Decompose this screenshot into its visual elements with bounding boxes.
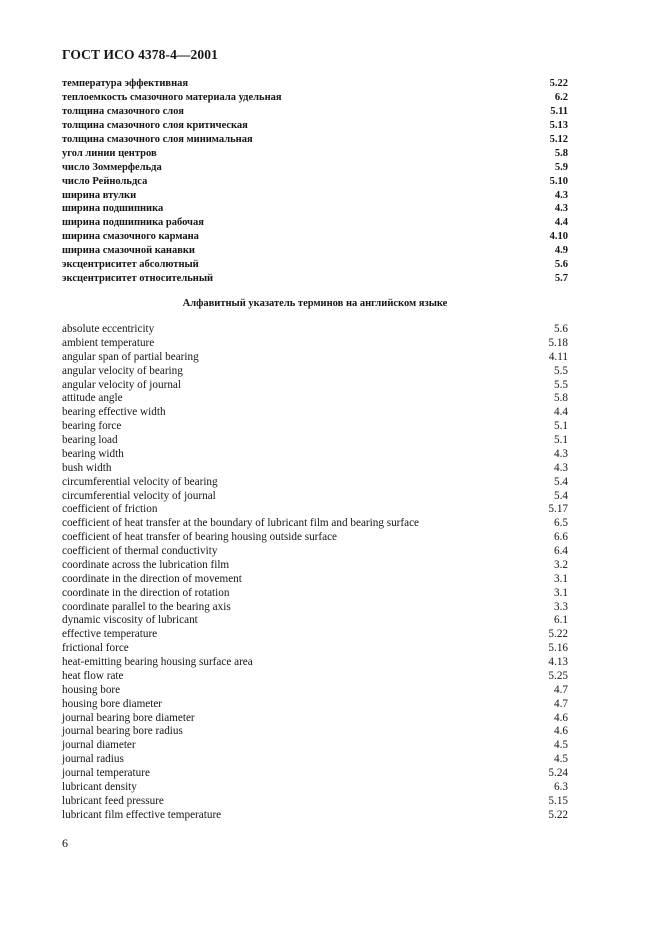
index-reference: 5.12 — [549, 133, 568, 145]
index-reference: 5.16 — [548, 642, 568, 655]
index-term: bearing effective width — [62, 406, 166, 419]
index-entry — [62, 91, 568, 105]
index-entry — [62, 767, 568, 781]
index-term: толщина смазочного слоя — [62, 105, 184, 117]
index-term: frictional force — [62, 642, 129, 655]
index-term: circumferential velocity of bearing — [62, 475, 218, 488]
index-reference: 5.11 — [550, 105, 568, 117]
index-entry — [62, 601, 568, 615]
index-term: ambient temperature — [62, 336, 155, 349]
index-term: effective temperature — [62, 628, 158, 641]
index-term: journal bearing bore diameter — [62, 711, 195, 724]
index-entry — [62, 809, 568, 823]
index-term: coordinate parallel to the bearing axis — [62, 600, 231, 613]
index-reference: 5.15 — [548, 794, 568, 807]
index-entry — [62, 587, 568, 601]
index-reference: 4.6 — [554, 725, 568, 738]
index-entry — [62, 725, 568, 739]
index-reference: 4.10 — [549, 231, 568, 243]
index-reference: 4.3 — [554, 461, 568, 474]
index-term: housing bore — [62, 683, 121, 696]
index-term: coefficient of heat transfer of bearing housing outside surface — [62, 531, 338, 544]
index-term: coefficient of heat transfer at the boundary of lubricant film and bearing surface — [62, 517, 420, 530]
index-reference: 5.22 — [548, 628, 568, 641]
index-reference: 5.5 — [554, 378, 568, 391]
index-reference: 5.5 — [554, 364, 568, 377]
index-term: coefficient of friction — [62, 503, 158, 516]
index-reference: 5.8 — [554, 392, 568, 405]
index-reference: 5.8 — [554, 147, 568, 159]
index-term: угол линии центров — [62, 147, 157, 159]
index-reference: 5.25 — [548, 669, 568, 682]
index-term: attitude angle — [62, 392, 123, 405]
index-term: coordinate across the lubrication film — [62, 558, 230, 571]
index-reference: 4.3 — [554, 203, 568, 215]
index-term: angular velocity of bearing — [62, 364, 183, 377]
index-term: angular span of partial bearing — [62, 350, 199, 363]
index-reference: 5.17 — [548, 503, 568, 516]
index-reference: 4.13 — [548, 656, 568, 668]
index-reference: 4.9 — [554, 245, 568, 257]
index-reference: 3.1 — [554, 572, 568, 585]
index-entry — [62, 573, 568, 587]
index-entry — [62, 244, 568, 258]
index-term: теплоемкость смазочного материала удельная — [62, 91, 282, 103]
index-entry — [62, 434, 568, 448]
index-entry — [62, 503, 568, 517]
index-entry — [62, 781, 568, 795]
index-entry — [62, 365, 568, 379]
index-term: температура эффективная — [62, 78, 189, 89]
index-entry — [62, 712, 568, 726]
russian-terms-list — [62, 77, 568, 286]
index-reference: 3.1 — [554, 586, 568, 599]
index-entry — [62, 272, 568, 286]
index-entry — [62, 795, 568, 809]
index-entry — [62, 337, 568, 351]
index-reference: 5.24 — [548, 767, 568, 779]
index-term: angular velocity of journal — [62, 378, 181, 391]
index-term: housing bore diameter — [62, 697, 163, 710]
index-reference: 4.7 — [554, 683, 568, 696]
index-term: число Рейнольдса — [62, 175, 148, 187]
index-term: coefficient of thermal conductivity — [62, 545, 218, 557]
index-entry — [62, 670, 568, 684]
index-term: толщина смазочного слоя минимальная — [62, 133, 253, 145]
index-entry — [62, 462, 568, 476]
index-entry — [62, 77, 568, 91]
index-term: bearing width — [62, 447, 124, 460]
index-term: эксцентриситет абсолютный — [62, 259, 199, 271]
index-reference: 6.2 — [554, 91, 568, 103]
index-term: lubricant density — [62, 780, 137, 793]
index-reference: 5.9 — [554, 161, 568, 173]
index-entry — [62, 628, 568, 642]
index-entry — [62, 448, 568, 462]
index-term: coordinate in the direction of rotation — [62, 586, 230, 599]
index-entry — [62, 642, 568, 656]
index-entry — [62, 545, 568, 559]
index-term: толщина смазочного слоя критическая — [62, 119, 248, 131]
index-entry — [62, 614, 568, 628]
index-entry — [62, 517, 568, 531]
index-term: journal radius — [62, 753, 124, 766]
index-entry — [62, 230, 568, 244]
index-reference: 4.3 — [554, 447, 568, 460]
index-entry — [62, 202, 568, 216]
index-term: число Зоммерфельда — [62, 161, 162, 173]
index-term: ширина смазочного кармана — [62, 231, 199, 243]
index-term: circumferential velocity of journal — [62, 489, 216, 502]
index-reference: 5.22 — [549, 78, 568, 89]
index-reference: 3.2 — [554, 558, 568, 571]
index-reference: 5.1 — [554, 434, 568, 446]
index-entry — [62, 698, 568, 712]
index-reference: 5.22 — [548, 808, 568, 821]
index-entry — [62, 656, 568, 670]
index-term: bearing force — [62, 420, 122, 433]
index-reference: 5.10 — [549, 175, 568, 187]
index-reference: 5.18 — [548, 336, 568, 349]
index-term: ширина смазочной канавки — [62, 245, 195, 257]
index-reference: 4.7 — [554, 697, 568, 710]
index-entry — [62, 379, 568, 393]
index-entry — [62, 323, 568, 337]
index-term: ширина подшипника — [62, 203, 164, 215]
index-entry — [62, 406, 568, 420]
index-term: heat flow rate — [62, 669, 124, 682]
index-reference: 5.1 — [554, 420, 568, 433]
index-reference: 6.4 — [554, 545, 568, 557]
index-reference: 6.3 — [554, 780, 568, 793]
page-number: 6 — [62, 836, 68, 850]
index-reference: 5.6 — [554, 323, 568, 335]
index-reference: 4.3 — [554, 189, 568, 201]
index-reference: 6.6 — [554, 531, 568, 544]
index-term: dynamic viscosity of lubricant — [62, 614, 198, 627]
index-entry — [62, 119, 568, 133]
index-entry — [62, 351, 568, 365]
index-entry — [62, 258, 568, 272]
index-term: absolute eccentricity — [62, 323, 155, 335]
index-reference: 4.4 — [554, 406, 568, 419]
index-term: bearing load — [62, 434, 118, 446]
index-entry — [62, 216, 568, 230]
index-reference: 5.7 — [554, 273, 568, 285]
index-term: journal bearing bore radius — [62, 725, 183, 738]
index-reference: 6.1 — [554, 614, 568, 627]
index-reference: 4.5 — [554, 753, 568, 766]
index-entry — [62, 684, 568, 698]
index-reference: 4.4 — [554, 217, 568, 229]
index-term: эксцентриситет относительный — [62, 273, 214, 285]
index-term: journal temperature — [62, 767, 150, 779]
index-reference: 4.5 — [554, 739, 568, 752]
index-entry — [62, 189, 568, 203]
index-entry — [62, 476, 568, 490]
index-entry — [62, 147, 568, 161]
index-entry — [62, 739, 568, 753]
index-reference: 5.4 — [554, 475, 568, 488]
index-entry — [62, 753, 568, 767]
index-entry — [62, 559, 568, 573]
english-terms-list — [62, 323, 568, 823]
index-reference: 4.11 — [548, 350, 568, 363]
index-reference: 3.3 — [554, 600, 568, 613]
index-reference: 4.6 — [554, 711, 568, 724]
document-header: ГОСТ ИСО 4378-4—2001 — [62, 47, 218, 62]
index-reference: 5.4 — [554, 489, 568, 502]
index-entry — [62, 175, 568, 189]
index-term: ширина подшипника рабочая — [62, 217, 204, 229]
index-entry — [62, 161, 568, 175]
index-term: bush width — [62, 461, 112, 474]
index-reference: 5.13 — [549, 119, 568, 131]
index-entry — [62, 392, 568, 406]
index-reference: 6.5 — [554, 517, 568, 530]
index-entry — [62, 420, 568, 434]
section-title: Алфавитный указатель терминов на английском языке — [182, 298, 448, 309]
index-term: journal diameter — [62, 739, 136, 752]
index-term: lubricant film effective temperature — [62, 808, 222, 821]
index-entry — [62, 490, 568, 504]
index-term: heat-emitting bearing housing surface area — [62, 656, 253, 668]
index-entry — [62, 531, 568, 545]
index-term: lubricant feed pressure — [62, 794, 164, 807]
index-entry — [62, 133, 568, 147]
index-entry — [62, 105, 568, 119]
index-term: ширина втулки — [62, 189, 137, 201]
index-reference: 5.6 — [554, 259, 568, 271]
index-term: coordinate in the direction of movement — [62, 572, 242, 585]
